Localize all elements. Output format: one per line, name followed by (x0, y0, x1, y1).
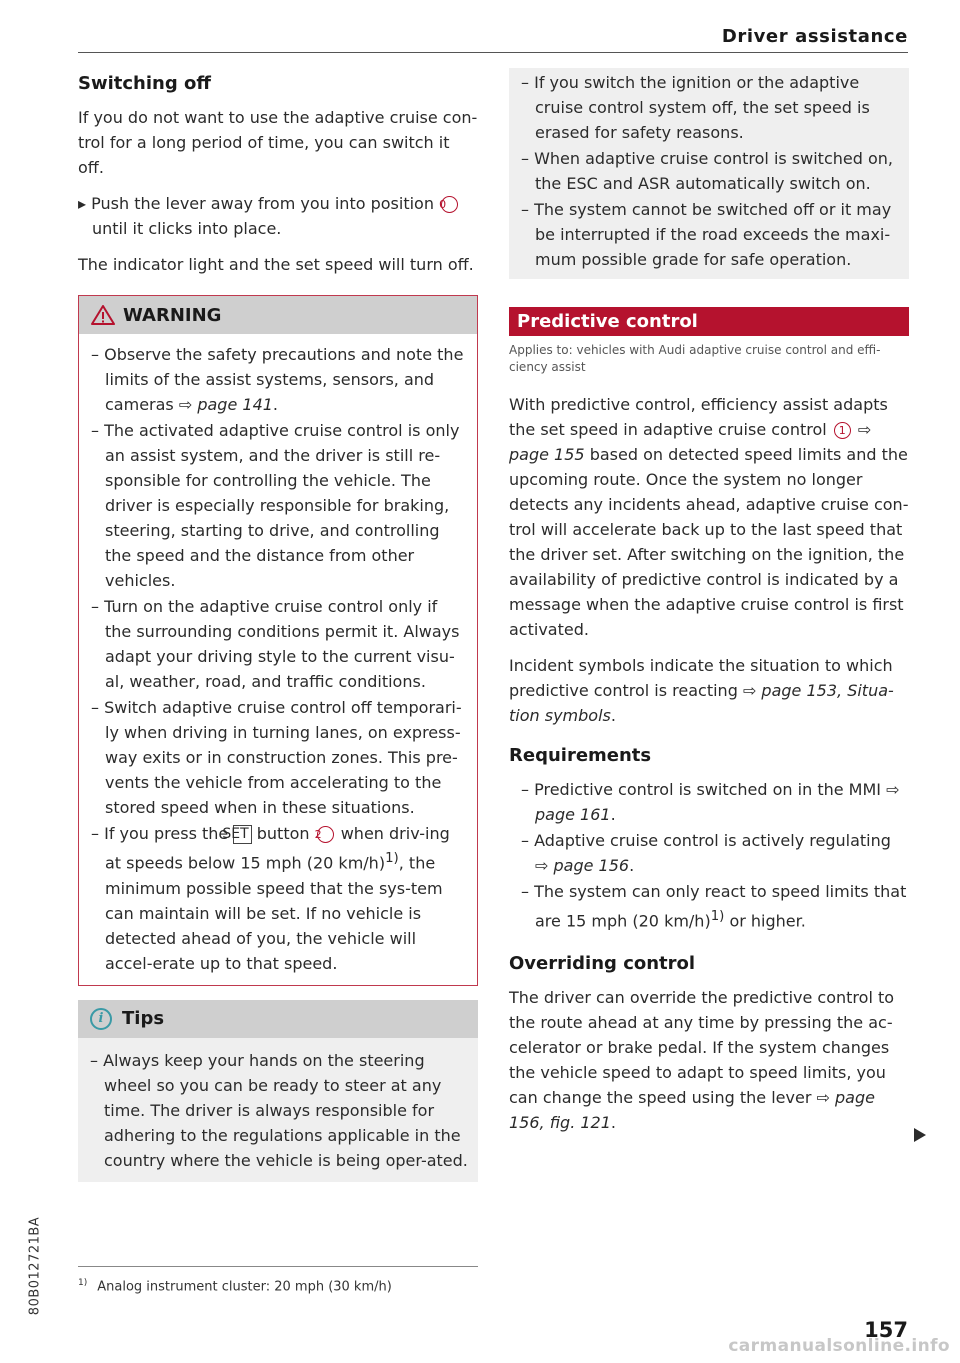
tips-list (78, 1048, 468, 1173)
requirements-item: – Predictive control is switched on in the MMI ⇨ page 161. (509, 777, 909, 827)
tips-item: – Always keep your hands on the steering wheel so you can be ready to steer at any time. The driver is always responsible for adhering to the regulations applicable in the country where the vehicle is being oper-ated. (78, 1048, 468, 1173)
tips-title: Tips (122, 1008, 165, 1030)
switching-off-intro: If you do not want to use the adaptive cruise con-trol for a long period of time, you can switch it off. (78, 108, 478, 178)
page-ref[interactable]: ⇨ page 156, fig. 121 (509, 1088, 875, 1133)
right-column (509, 72, 909, 1146)
warning-item: – Observe the safety precautions and note the limits of the assist systems, sensors, and cameras ⇨ page 141. (79, 342, 467, 417)
position-0-marker: 0 (441, 196, 458, 213)
warning-title: WARNING (123, 304, 222, 326)
overriding-heading: Overriding control (509, 952, 696, 974)
applies-to: Applies to: vehicles with Audi adaptive cruise control and effi-ciency assist (509, 343, 881, 374)
item-1-marker: 1 (834, 422, 851, 439)
set-button-label: SET (233, 825, 251, 844)
running-header: Driver assistance (721, 26, 908, 47)
footnote-rule (78, 1266, 478, 1267)
predictive-para-2: Incident symbols indicate the situation to which predictive control is reacting ⇨ page 153, Situa-tion symbols. (509, 656, 894, 725)
watermark: carmanualsonline.info (728, 1336, 950, 1356)
continue-arrow-icon (914, 1128, 926, 1142)
switching-off-step (78, 191, 478, 241)
header-rule (78, 52, 908, 53)
warning-header (79, 296, 477, 334)
requirements-heading: Requirements (509, 745, 652, 766)
tips-box (78, 1000, 478, 1182)
tips-header (78, 1000, 478, 1038)
page-ref[interactable]: ⇨ page 141 (178, 395, 273, 415)
tips-body (78, 1038, 478, 1182)
step-prefix: ▸ Push the lever away from you into position (78, 194, 434, 214)
switching-off-heading: Switching off (78, 73, 211, 94)
step-suffix: until it clicks into place. (92, 219, 282, 239)
footnote-ref: 1) (710, 909, 725, 925)
page-ref[interactable]: ⇨ page 156 (535, 856, 630, 876)
page-number: 157 (864, 1318, 908, 1342)
page-ref[interactable]: ⇨ page 161 (535, 780, 900, 825)
warning-body (79, 334, 477, 984)
notes-item: – The system cannot be switched off or it may be interrupted if the road exceeds the maxi-mum possible grade for safe operation. (509, 197, 899, 272)
notes-box (509, 68, 909, 279)
info-icon: i (90, 1008, 112, 1030)
requirements-item: – The system can only react to speed limits that are 15 mph (20 km/h)$^{1)}$ or higher. (509, 879, 909, 933)
notes-item: – When adaptive cruise control is switched on, the ESC and ASR automatically switch on. (509, 146, 899, 196)
page-ref[interactable]: ⇨ page 155 (509, 420, 872, 464)
warning-item: – The activated adaptive cruise control is only an assist system, and the driver is still re-sponsible for controlling the vehicle. The driver is especially responsible for braking, steering, starting to drive, and controlling the speed and the distance from other vehicles. (79, 418, 467, 593)
warning-item: – Turn on the adaptive cruise control only if the surrounding conditions permit it. Always adapt your driving style to the current visu-al, weather, road, and traffic conditions. (79, 594, 467, 694)
notes-list (509, 70, 899, 272)
footnote-ref: 1) (385, 851, 399, 867)
overriding-text: The driver can override the predictive control to the route ahead at any time by pressing the ac-celerator or brake pedal. If the system changes the vehicle speed to adapt to speed limits, you can change the speed using the lever ⇨ page 156, fig. 121. (509, 988, 895, 1133)
notes-item: – If you switch the ignition or the adaptive cruise control system off, the set speed is erased for safety reasons. (509, 70, 899, 145)
requirements-list (509, 777, 909, 933)
footnote: $^{1)}$ Analog instrument cluster: 20 mph (30 km/h) (78, 1278, 392, 1295)
document-code: 80B012721BA (27, 1216, 43, 1316)
warning-list (79, 342, 467, 975)
button-2-marker: 2 (317, 826, 334, 843)
warning-icon (91, 304, 115, 326)
warning-item: – Switch adaptive cruise control off temporari-ly when driving in turning lanes, on express-way exits or in construction zones. This pre-vents the vehicle from accelerating to the stored speed when in these situations. (79, 695, 467, 820)
predictive-para-1: With predictive control, efficiency assist adapts the set speed in adaptive cruise control 1 ⇨ page 155 based on detected speed limits and the upcoming route. Once the system no longer detects any incidents ahead, adaptive cruise con-trol will accelerate back up to the last speed that the driver set. After switching on the ignition, the availability of predictive control is indicated by a message when the adaptive cruise control is first activated. (509, 395, 909, 639)
switching-off-result: The indicator light and the set speed will turn off. (78, 255, 474, 275)
predictive-control-title: Predictive control (509, 307, 909, 336)
warning-box (78, 295, 478, 985)
left-column (78, 72, 478, 1182)
requirements-item: – Adaptive cruise control is actively regulating ⇨ page 156. (509, 828, 909, 878)
page-ref[interactable]: ⇨ page 153, Situa-tion symbols (509, 681, 894, 725)
warning-item-set-button: – If you press the SET button 2 when driv-ing at speeds below 15 mph (20 km/h)$^{1)}$, the minimum possible speed that the sys-tem can maintain will be set. If no vehicle is detected ahead of you, the vehicle will accel-erate up to that speed. (79, 821, 467, 975)
